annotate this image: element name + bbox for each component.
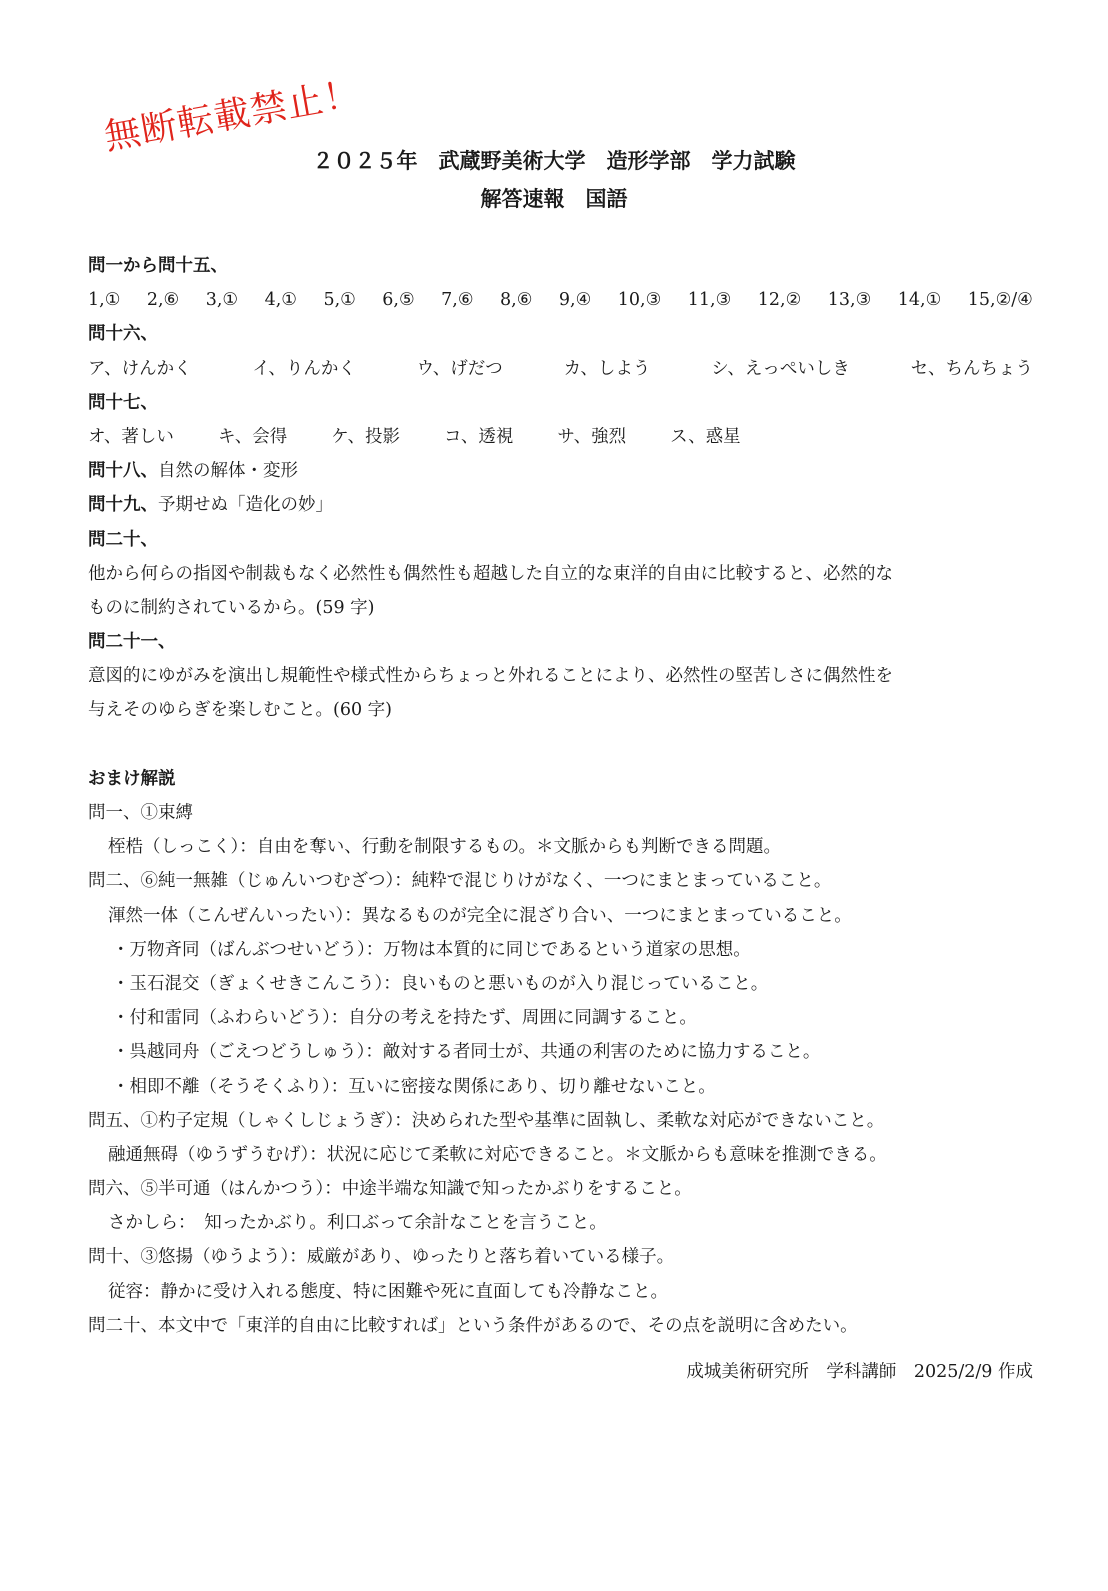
- answer-item: 1,①: [88, 290, 121, 311]
- answer-item: 13,③: [827, 290, 872, 311]
- answer-item: 12,②: [757, 290, 802, 311]
- q1-15-heading: 問一から問十五、: [88, 256, 228, 276]
- answer-item: ス、惑星: [670, 426, 741, 447]
- bonus-line: ・呉越同舟（ごえつどうしゅう）：敵対する者同士が、共通の利害のために協力すること。: [112, 1042, 821, 1063]
- bonus-line: 問一、①束縛: [88, 803, 193, 823]
- answer-item: セ、ちんちょう: [910, 358, 1033, 379]
- answer-item: 10,③: [617, 290, 662, 311]
- q18-heading: 問十八、: [88, 461, 158, 482]
- bonus-line: 問二十、本文中で「東洋的自由に比較すれば」という条件があるので、その点を説明に含めたい。: [88, 1315, 858, 1336]
- bonus-line: 桎梏（しっこく）：自由を奪い、行動を制限するもの。＊文脈からも判断できる問題。: [108, 837, 782, 858]
- exam-subtitle: 解答速報 国語: [480, 187, 628, 211]
- bonus-line: 問十、③悠揚（ゆうよう）：威厳があり、ゆったりと落ち着いている様子。: [88, 1247, 675, 1268]
- bonus-line: ・玉石混交（ぎょくせきこんこう）：良いものと悪いものが入り混じっていること。: [112, 973, 769, 994]
- answer-item: 9,④: [558, 290, 592, 311]
- bonus-line: ・付和雷同（ふわらいどう）：自分の考えを持たず、周囲に同調すること。: [112, 1008, 697, 1029]
- spacer: [88, 728, 1033, 762]
- answer-item: 6,⑤: [382, 290, 415, 311]
- q16-heading: 問十六、: [88, 324, 158, 345]
- answer-item: イ、りんかく: [252, 358, 356, 379]
- answer-item: 3,①: [205, 290, 239, 311]
- answer-item: 14,①: [897, 290, 942, 311]
- q20-heading: 問二十、: [88, 529, 158, 550]
- bonus-line: 融通無碍（ゆうずうむげ）：状況に応じて柔軟に対応できること。＊文脈からも意味を推測できる。: [108, 1144, 887, 1165]
- bonus-line: 渾然一体（こんぜんいったい）：異なるものが完全に混ざり合い、一つにまとまっていること。: [108, 905, 852, 926]
- answer-item: 8,⑥: [500, 290, 533, 311]
- answer-content: [88, 249, 1033, 1389]
- q20-answer-line: ものに制約されているから。(59 字): [88, 597, 375, 618]
- bonus-line: 従容：静かに受け入れる態度、特に困難や死に直面しても冷静なこと。: [108, 1281, 668, 1302]
- q18-answer: 自然の解体・変形: [158, 461, 298, 482]
- bonus-line: 問六、⑤半可通（はんかつう）：中途半端な知識で知ったかぶりをすること。: [88, 1179, 692, 1200]
- q19-answer: 予期せぬ「造化の妙」: [158, 495, 333, 516]
- bonus-explanations: [88, 796, 1033, 1343]
- bonus-line: 問二、⑥純一無雑（じゅんいつむざつ）：純粋で混じりけがなく、一つにまとまっていること。: [88, 871, 832, 892]
- answer-item: サ、強烈: [557, 426, 627, 447]
- answer-item: 2,⑥: [146, 290, 180, 311]
- answer-item: コ、透視: [444, 426, 514, 447]
- answer-item: オ、著しい: [88, 426, 174, 447]
- bonus-line: ・相即不離（そうそくふり）：互いに密接な関係にあり、切り離せないこと。: [112, 1076, 716, 1097]
- answer-item: キ、会得: [217, 426, 288, 447]
- q1-15-answers: [88, 283, 1033, 317]
- answer-item: 15,②/④: [967, 290, 1033, 311]
- q16-answers: [88, 352, 1033, 386]
- q21-answer-line: 与えそのゆらぎを楽しむこと。(60 字): [88, 700, 392, 721]
- q21-answer-line: 意図的にゆがみを演出し規範性や様式性からちょっと外れることにより、必然性の堅苦しさに偶然性を: [88, 666, 893, 687]
- bonus-line: さかしら： 知ったかぶり。利口ぶって余計なことを言うこと。: [108, 1213, 607, 1234]
- q19-line: [88, 488, 1033, 522]
- q17-answers: [88, 420, 1033, 454]
- answer-item: 11,③: [687, 290, 732, 311]
- bonus-line: 問五、①杓子定規（しゃくしじょうぎ）：決められた型や基準に固執し、柔軟な対応ができないこと。: [88, 1110, 885, 1131]
- bonus-line: ・万物斉同（ばんぶつせいどう）：万物は本質的に同じであるという道家の思想。: [112, 939, 751, 960]
- q17-heading: 問十七、: [88, 392, 158, 413]
- exam-title: ２０２５年 武蔵野美術大学 造形学部 学力試験: [312, 149, 796, 173]
- footer-credit: 成城美術研究所 学科講師 2025/2/9 作成: [686, 1362, 1033, 1382]
- answer-item: 5,①: [323, 290, 356, 311]
- answer-item: ア、けんかく: [88, 358, 192, 379]
- no-reprint-stamp: 無断転載禁止！: [101, 72, 364, 159]
- answer-item: カ、しよう: [563, 358, 651, 379]
- q20-answer-line: 他から何らの指図や制裁もなく必然性も偶然性も超越した自立的な東洋的自由に比較すると、必然的な: [88, 563, 893, 584]
- q19-heading: 問十九、: [88, 495, 158, 516]
- answer-item: シ、えっぺいしき: [711, 358, 850, 379]
- q21-heading: 問二十一、: [88, 632, 176, 653]
- answer-item: ケ、投影: [331, 426, 401, 447]
- q18-line: [88, 454, 1033, 488]
- answer-item: 7,⑥: [441, 290, 474, 311]
- bonus-heading: おまけ解説: [88, 768, 176, 789]
- answer-item: 4,①: [264, 290, 297, 311]
- answer-item: ウ、げだつ: [416, 358, 503, 379]
